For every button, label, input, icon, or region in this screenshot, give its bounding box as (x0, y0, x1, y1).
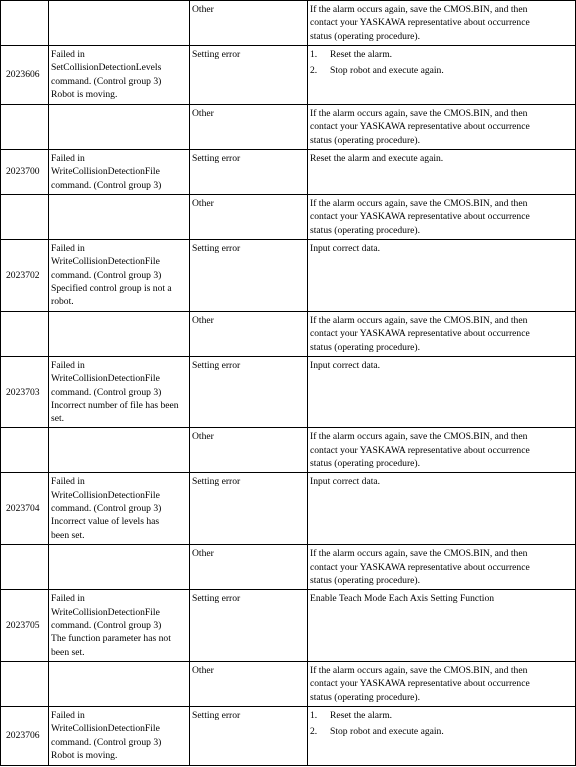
cause-line: Failed in (51, 593, 85, 605)
remedy-line: status (operating procedure). (310, 341, 421, 353)
remedy-line: If the alarm occurs again, save the CMOS.BIN, and then (310, 664, 528, 676)
alarm-cause-cell (49, 706, 190, 765)
step-number: 2. (310, 726, 318, 738)
alarm-type-cell: Other (190, 312, 308, 357)
cause-line: command. (Control group 3) (51, 620, 162, 632)
alarm-row (1, 150, 576, 195)
remedy-line: If the alarm occurs again, save the CMOS.BIN, and then (310, 108, 528, 119)
remedy-line: contact your YASKAWA representative about occurrence (310, 211, 530, 223)
alarm-row (1, 105, 576, 150)
remedy-line: contact your YASKAWA representative about occurrence (310, 444, 530, 456)
step-number: 1. (310, 49, 318, 60)
alarm-cause-cell (49, 46, 190, 105)
alarm-remedy-cell (308, 240, 576, 312)
step-text: Stop robot and execute again. (330, 726, 444, 738)
alarm-remedy-cell (308, 428, 576, 473)
alarm-cause-cell (49, 545, 190, 590)
cause-line: SetCollisionDetectionLevels (51, 62, 162, 74)
alarm-row (1, 661, 576, 706)
remedy-line: If the alarm occurs again, save the CMOS.BIN, and then (310, 315, 528, 326)
alarm-type-cell: Other (190, 545, 308, 590)
step-text: Reset the alarm. (330, 709, 393, 721)
remedy-line: Input correct data. (310, 243, 381, 254)
cause-line: WriteCollisionDetectionFile (51, 166, 160, 178)
remedy-line: Input correct data. (310, 360, 381, 371)
alarm-cause-cell (49, 473, 190, 545)
alarm-type-cell: Other (190, 105, 308, 150)
alarm-remedy-cell (308, 590, 576, 661)
alarm-type-cell: Setting error (190, 357, 308, 428)
alarm-remedy-cell (308, 150, 576, 195)
cause-line: WriteCollisionDetectionFile (51, 606, 160, 618)
cause-line: Failed in (51, 476, 85, 488)
cause-line: WriteCollisionDetectionFile (51, 373, 160, 385)
cause-line: been set. (51, 646, 85, 658)
cause-line: Failed in (51, 153, 85, 164)
remedy-line: status (operating procedure). (310, 458, 421, 470)
alarm-code-cell: 2023702 (1, 240, 49, 312)
remedy-line: Enable Teach Mode Each Axis Setting Function (310, 593, 495, 605)
alarm-type-cell: Setting error (190, 473, 308, 545)
cause-line: Robot is moving. (51, 749, 118, 761)
remedy-step (310, 725, 573, 738)
alarm-row (1, 473, 576, 545)
alarm-row (1, 706, 576, 765)
remedy-line: contact your YASKAWA representative about occurrence (310, 328, 530, 340)
remedy-line: Reset the alarm and execute again. (310, 153, 444, 164)
alarm-type-cell: Setting error (190, 240, 308, 312)
step-text: Reset the alarm. (330, 49, 393, 60)
alarm-remedy-cell (308, 545, 576, 590)
alarm-row (1, 357, 576, 428)
remedy-line: status (operating procedure). (310, 575, 421, 587)
alarm-code-cell (1, 312, 49, 357)
alarm-code-cell (1, 105, 49, 150)
remedy-line: If the alarm occurs again, save the CMOS.BIN, and then (310, 4, 528, 15)
alarm-code-cell: 2023705 (1, 590, 49, 661)
alarm-type-cell: Other (190, 428, 308, 473)
alarm-cause-cell (49, 590, 190, 661)
cause-line: command. (Control group 3) (51, 503, 162, 515)
remedy-step (310, 64, 573, 77)
alarm-remedy-cell (308, 312, 576, 357)
remedy-line: contact your YASKAWA representative about occurrence (310, 678, 530, 690)
alarm-remedy-cell (308, 357, 576, 428)
alarm-row (1, 590, 576, 661)
alarm-code-cell: 2023704 (1, 473, 49, 545)
remedy-line: contact your YASKAWA representative about occurrence (310, 561, 530, 573)
cause-line: command. (Control group 3) (51, 179, 162, 191)
step-number: 1. (310, 709, 318, 721)
alarm-remedy-cell (308, 473, 576, 545)
remedy-line: Input correct data. (310, 476, 381, 488)
alarm-code-cell (1, 661, 49, 706)
alarm-code-cell: 2023703 (1, 357, 49, 428)
remedy-steps-list (310, 48, 573, 78)
cause-line: Incorrect number of file has been (51, 399, 179, 411)
alarm-remedy-cell (308, 46, 576, 105)
alarm-cause-cell (49, 1, 190, 46)
cause-line: command. (Control group 3) (51, 386, 162, 398)
cause-line: Robot is moving. (51, 88, 118, 100)
alarm-row (1, 46, 576, 105)
alarm-cause-cell (49, 150, 190, 195)
alarm-code-cell (1, 195, 49, 240)
remedy-line: status (operating procedure). (310, 30, 421, 42)
alarm-type-cell: Setting error (190, 46, 308, 105)
cause-line: command. (Control group 3) (51, 75, 162, 87)
alarm-type-cell: Other (190, 1, 308, 46)
cause-line: Failed in (51, 360, 85, 371)
alarm-type-cell: Setting error (190, 706, 308, 765)
remedy-line: contact your YASKAWA representative about occurrence (310, 121, 530, 133)
cause-line: WriteCollisionDetectionFile (51, 723, 160, 735)
alarm-type-cell: Other (190, 661, 308, 706)
cause-line: Failed in (51, 709, 85, 721)
alarm-code-cell: 2023700 (1, 150, 49, 195)
alarm-code-cell (1, 428, 49, 473)
remedy-line: contact your YASKAWA representative about occurrence (310, 17, 530, 29)
alarm-type-cell: Setting error (190, 150, 308, 195)
cause-line: WriteCollisionDetectionFile (51, 489, 160, 501)
cause-line: The function parameter has not (51, 633, 171, 645)
alarm-row (1, 545, 576, 590)
alarm-cause-cell (49, 105, 190, 150)
alarm-row (1, 312, 576, 357)
alarm-remedy-cell (308, 195, 576, 240)
alarm-row (1, 1, 576, 46)
remedy-line: If the alarm occurs again, save the CMOS.BIN, and then (310, 198, 528, 209)
remedy-line: If the alarm occurs again, save the CMOS.BIN, and then (310, 431, 528, 443)
cause-line: been set. (51, 529, 85, 541)
alarm-remedy-cell (308, 661, 576, 706)
alarm-remedy-cell (308, 706, 576, 765)
alarm-code-cell: 2023606 (1, 46, 49, 105)
alarm-table-body (1, 1, 576, 766)
cause-line: robot. (51, 296, 74, 308)
cause-line: Failed in (51, 243, 85, 254)
step-number: 2. (310, 65, 318, 77)
alarm-type-cell: Setting error (190, 590, 308, 661)
cause-line: Incorrect value of levels has (51, 516, 160, 528)
cause-line: WriteCollisionDetectionFile (51, 256, 160, 268)
alarm-row (1, 428, 576, 473)
cause-line: command. (Control group 3) (51, 736, 162, 748)
alarm-row (1, 195, 576, 240)
alarm-remedy-cell (308, 105, 576, 150)
alarm-cause-cell (49, 357, 190, 428)
remedy-step (310, 709, 573, 722)
alarm-remedy-cell (308, 1, 576, 46)
alarm-code-cell: 2023706 (1, 706, 49, 765)
remedy-line: status (operating procedure). (310, 691, 421, 703)
alarm-code-cell (1, 1, 49, 46)
alarm-type-cell: Other (190, 195, 308, 240)
remedy-step (310, 48, 573, 61)
alarm-code-cell (1, 545, 49, 590)
remedy-line: If the alarm occurs again, save the CMOS.BIN, and then (310, 548, 528, 560)
remedy-steps-list (310, 709, 573, 739)
cause-line: Failed in (51, 49, 85, 60)
remedy-line: status (operating procedure). (310, 134, 421, 146)
remedy-line: status (operating procedure). (310, 224, 421, 236)
cause-line: command. (Control group 3) (51, 269, 162, 281)
alarm-cause-cell (49, 661, 190, 706)
cause-line: Specified control group is not a (51, 282, 172, 294)
step-text: Stop robot and execute again. (330, 65, 444, 77)
alarm-cause-cell (49, 428, 190, 473)
alarm-cause-cell (49, 312, 190, 357)
alarm-row (1, 240, 576, 312)
cause-line: set. (51, 413, 65, 425)
alarm-cause-cell (49, 195, 190, 240)
alarm-cause-cell (49, 240, 190, 312)
